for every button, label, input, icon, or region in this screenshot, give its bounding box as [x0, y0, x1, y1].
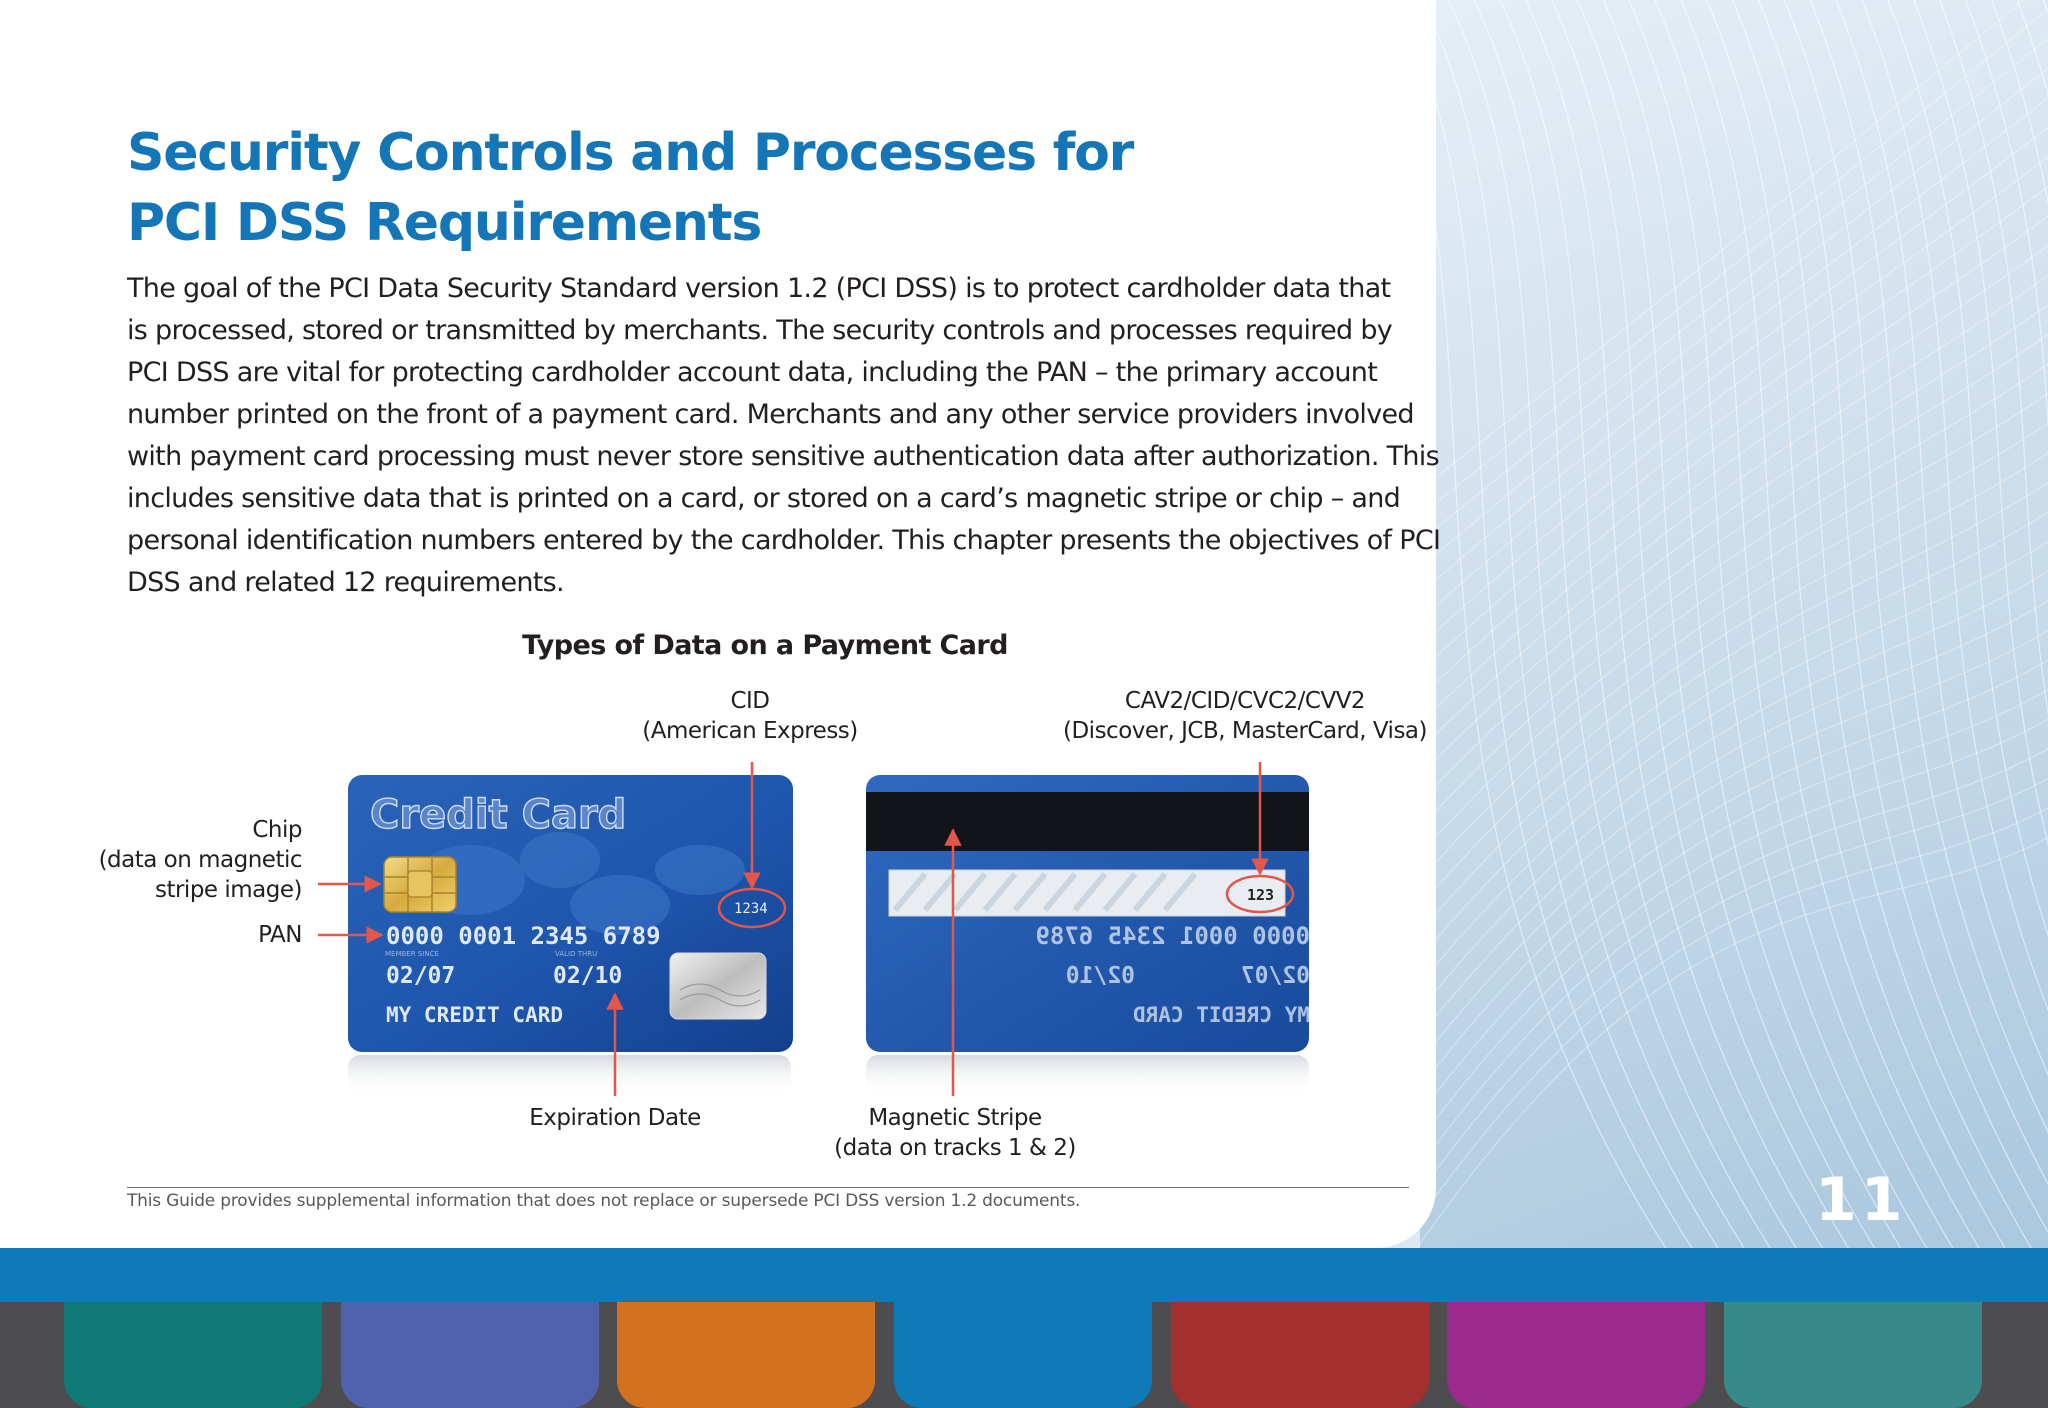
footnote-divider	[127, 1187, 1409, 1188]
expiration-date-value: 02/10	[553, 963, 623, 989]
mirror-date-2: 02/10	[1065, 963, 1135, 989]
title-line-2: PCI DSS Requirements	[127, 193, 762, 253]
footnote: This Guide provides supplemental information that does not replace or supersede PCI DSS version 1.2 documents.	[127, 1191, 1081, 1211]
card-brand-text: Credit Card	[370, 792, 627, 838]
intro-paragraph	[127, 268, 1441, 604]
cardholder-name-text: MY CREDIT CARD	[386, 1003, 564, 1027]
front-card-reflection	[348, 1055, 791, 1095]
chip-label	[60, 815, 302, 905]
intro-line: is processed, stored or transmitted by merchants. The security controls and processes required by	[127, 315, 1393, 346]
intro-line: number printed on the front of a payment card. Merchants and any other service providers involved	[127, 399, 1414, 430]
cid-label-line: CID	[730, 688, 770, 714]
chapter-tab-1[interactable]	[64, 1302, 322, 1408]
magnetic-stripe-band	[866, 792, 1309, 851]
intro-line: The goal of the PCI Data Security Standard version 1.2 (PCI DSS) is to protect cardholder data that	[127, 273, 1391, 304]
back-card-reflection	[866, 1055, 1309, 1095]
member-since-text: MEMBER SINCE	[385, 950, 439, 958]
cvv-code-text: 123	[1247, 886, 1275, 904]
chip-label-line: stripe image)	[154, 877, 302, 903]
figure-title: Types of Data on a Payment Card	[522, 630, 1008, 661]
chapter-tab-7[interactable]	[1724, 1302, 1982, 1408]
chapter-tab-2[interactable]	[341, 1302, 599, 1408]
back-card	[866, 775, 1310, 1052]
intro-line: personal identification numbers entered by the cardholder. This chapter presents the objectives of PCI	[127, 525, 1441, 556]
decorative-wave-panel	[1420, 0, 2048, 1250]
member-since-date: 02/07	[386, 963, 456, 989]
chapter-tab-3[interactable]	[617, 1302, 875, 1408]
wave-lines-graphic	[1420, 0, 2048, 1250]
front-card	[348, 775, 793, 1052]
pan-label: PAN	[258, 922, 302, 948]
cav2-label-line: (Discover, JCB, MasterCard, Visa)	[1063, 718, 1427, 744]
chapter-tab-5[interactable]	[1171, 1302, 1429, 1408]
page-title	[127, 118, 1327, 258]
intro-line: with payment card processing must never store sensitive authentication data after authorization. This	[127, 441, 1439, 472]
intro-line: PCI DSS are vital for protecting cardholder account data, including the PAN – the primary account	[127, 357, 1378, 388]
bottom-blue-band	[0, 1248, 2048, 1302]
mirror-date-1: 02/07	[1240, 963, 1310, 989]
valid-thru-text: VALID THRU	[555, 950, 598, 958]
payment-card-figure	[280, 720, 1430, 1160]
cid-label-line: (American Express)	[642, 718, 858, 744]
mirror-holder-text: MY CREDIT CARD	[1132, 1003, 1310, 1027]
chapter-tab-4[interactable]	[894, 1302, 1152, 1408]
magstripe-label-line: Magnetic Stripe	[868, 1105, 1042, 1131]
mirror-number-text: 0000 0001 2345 6789	[1035, 922, 1310, 950]
cid-code-text: 1234	[734, 901, 768, 917]
chip-label-line: Chip	[252, 817, 302, 843]
magstripe-label-line: (data on tracks 1 & 2)	[834, 1135, 1076, 1161]
page-number: 11	[1815, 1165, 1907, 1235]
hologram-icon	[670, 953, 766, 1019]
chapter-tab-6[interactable]	[1447, 1302, 1705, 1408]
title-line-1: Security Controls and Processes for	[127, 123, 1134, 183]
intro-line: includes sensitive data that is printed on a card, or stored on a card’s magnetic stripe or chip – and	[127, 483, 1401, 514]
card-number-text: 0000 0001 2345 6789	[386, 922, 661, 950]
chip-icon	[384, 857, 456, 912]
cav2-label-line: CAV2/CID/CVC2/CVV2	[1124, 688, 1366, 714]
expiration-date-label: Expiration Date	[529, 1105, 701, 1131]
chip-label-line: (data on magnetic	[98, 847, 302, 873]
intro-line: DSS and related 12 requirements.	[127, 567, 564, 598]
